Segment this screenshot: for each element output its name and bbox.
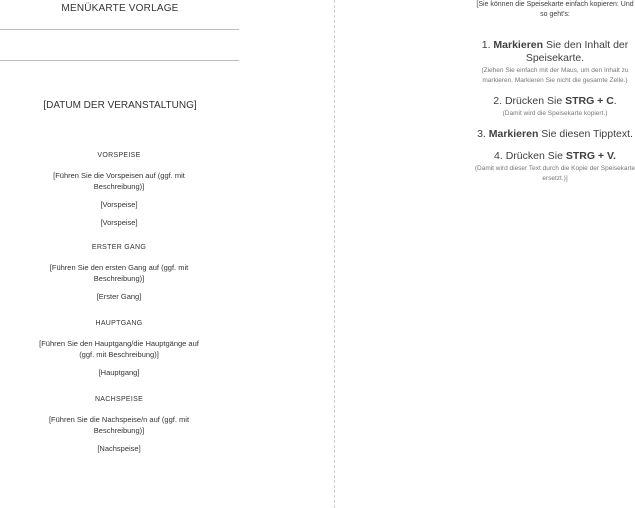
step-bold: STRG + V.	[565, 150, 616, 162]
menu-item: [Erster Gang]	[96, 292, 142, 301]
step-bold: Markieren	[488, 128, 539, 140]
column-divider	[334, 0, 335, 508]
menu-item: [Vorspeise]	[100, 200, 138, 209]
tip-step-4	[474, 150, 635, 163]
section-description: [Führen Sie den Hauptgang/die Hauptgänge auf (ggf. mit Beschreibung)]	[39, 339, 199, 359]
step-number: 1.	[481, 39, 491, 51]
tip-step-2	[474, 95, 635, 108]
title-rule-top	[0, 29, 239, 30]
step-text: Sie diesen Tipptext.	[538, 128, 633, 140]
tip-intro: [Sie können die Speisekarte einfach kopieren: Und so geht's:	[476, 1, 634, 18]
section-nachspeise	[38, 396, 200, 461]
tip-step-2-note: (Damit wird die Speisekarte kopiert.)	[502, 110, 608, 117]
section-hauptgang	[38, 320, 200, 385]
step-text: Sie den Inhalt der Speisekarte.	[525, 39, 629, 64]
title-rule-bottom	[0, 60, 239, 61]
section-heading: ERSTER GANG	[91, 244, 147, 251]
menu-item: [Hauptgang]	[98, 368, 140, 377]
section-description: [Führen Sie die Nachspeise/n auf (ggf. mit Beschreibung)]	[48, 415, 190, 435]
event-date: [DATUM DER VERANSTALTUNG]	[43, 100, 197, 111]
step-number: 2.	[493, 95, 503, 107]
step-number: 4.	[494, 150, 503, 162]
step-bold: STRG + C	[565, 95, 614, 107]
section-heading: VORSPEISE	[97, 152, 141, 159]
menu-title: MENÜKARTE VORLAGE	[61, 3, 179, 14]
menu-item: [Vorspeise]	[100, 218, 138, 227]
tip-step-1	[474, 39, 635, 65]
step-text-end: .	[613, 95, 617, 107]
tip-text[interactable]	[474, 0, 635, 184]
tip-step-1-note: (Ziehen Sie einfach mit der Maus, um den Inhalt zu markieren. Markieren Sie nicht die gesamte Zelle.)	[481, 67, 629, 84]
menu-card	[0, 0, 240, 508]
menu-item: [Nachspeise]	[97, 444, 141, 453]
section-erster-gang	[38, 244, 200, 309]
step-text: Drücken Sie	[502, 95, 566, 107]
step-number: 3.	[477, 128, 486, 140]
section-heading: HAUPTGANG	[95, 320, 143, 327]
step-bold: Markieren	[493, 39, 544, 51]
tip-step-3	[474, 128, 635, 141]
section-heading: NACHSPEISE	[94, 396, 144, 403]
section-vorspeise	[38, 152, 200, 235]
section-description: [Führen Sie den ersten Gang auf (ggf. mit Beschreibung)]	[49, 263, 189, 283]
tip-step-4-note: (Damit wird dieser Text durch die Kopie der Speisekarte ersetzt.)]	[474, 165, 635, 182]
step-text: Drücken Sie	[502, 150, 566, 162]
section-description: [Führen Sie die Vorspeisen auf (ggf. mit Beschreibung)]	[53, 171, 185, 191]
